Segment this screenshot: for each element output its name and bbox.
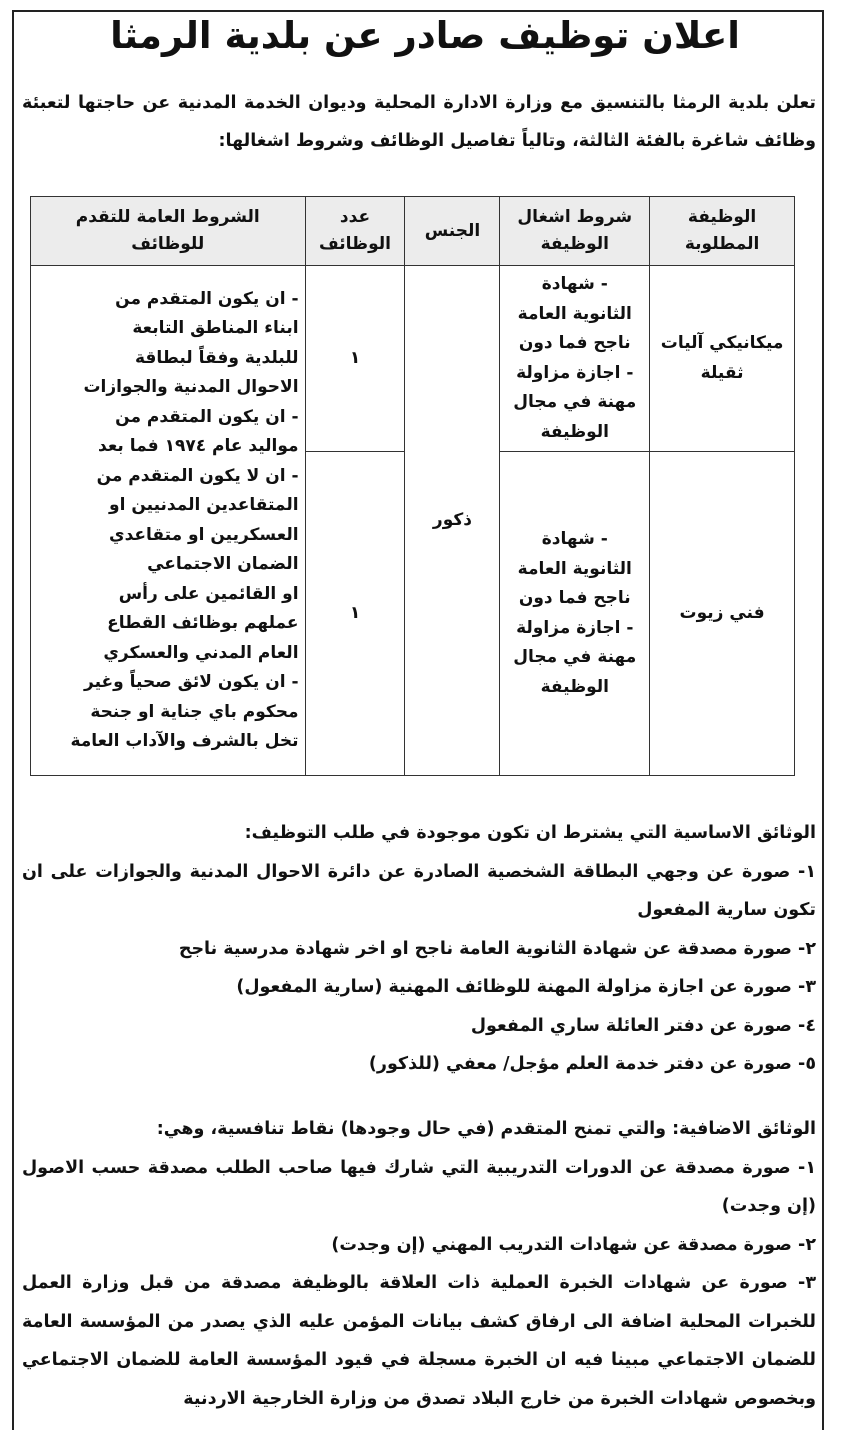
condition-line: الثانوية العامة (517, 303, 632, 324)
extra-documents-section (22, 1110, 816, 1418)
condition-line: الثانوية العامة (517, 558, 632, 579)
list-item: ٣- صورة عن اجازة مزاولة المهنة للوظائف المهنية (سارية المفعول) (236, 977, 816, 997)
general-condition-line: - ان يكون المتقدم من (115, 406, 299, 427)
list-item: ٣- صورة عن شهادات الخبرة العملية ذات العلاقة بالوظيفة مصدقة من قبل وزارة العمل للخبرات المحلية اضافة الى ارفاق كشف بيانات المؤمن عليه الذي يصدر من المؤسسة العامة للضمان الاجتماعي مبينا فيه ان الخبرة مسجلة في قيود المؤسسة العامة للضمان الاجتماعي وبخصوص شهادات الخبرة من خارج البلاد تصدق من وزارة الخارجية الاردنية (22, 1273, 816, 1409)
general-condition-line: تخل بالشرف والآداب العامة (70, 731, 299, 751)
condition-line: - اجازة مزاولة (516, 617, 634, 638)
general-condition-line: العسكريين او متقاعدي (109, 524, 299, 545)
general-condition-line: - ان لا يكون المتقدم من (96, 465, 299, 486)
header-job: الوظيفة المطلوبة (650, 197, 795, 266)
header-count: عدد الوظائف (305, 197, 405, 266)
list-item: ٤- صورة عن دفتر العائلة ساري المفعول (470, 1015, 816, 1036)
job-conditions (500, 266, 650, 452)
condition-line: ناجح فما دون (518, 333, 631, 353)
list-item: ١- صورة عن وجهي البطاقة الشخصية الصادرة عن دائرة الاحوال المدنية والجوازات على ان تكون سارية المفعول (22, 861, 816, 920)
basic-documents-heading: الوثائق الاساسية التي يشترط ان تكون موجودة في طلب التوظيف: (244, 823, 816, 843)
general-condition-line: - ان يكون المتقدم من (115, 288, 299, 309)
general-condition-line: الاحوال المدنية والجوازات (83, 377, 299, 397)
table-row (31, 266, 795, 452)
general-condition-line: عملهم بوظائف القطاع (107, 613, 299, 633)
header-general-conditions: الشروط العامة للتقدم للوظائف (31, 197, 306, 266)
general-condition-line: مواليد عام ١٩٧٤ فما بعد (98, 436, 299, 456)
list-item: ٢- صورة مصدقة عن شهادات التدريب المهني (إن وجدت) (331, 1234, 816, 1255)
condition-line: مهنة في مجال (513, 647, 637, 667)
general-condition-line: ابناء المناطق التابعة (132, 318, 299, 338)
jobs-table (30, 196, 795, 776)
general-condition-line: الضمان الاجتماعي (147, 554, 299, 574)
list-item: ٢- صورة مصدقة عن شهادة الثانوية العامة ناجح او اخر شهادة مدرسية ناجح (178, 938, 816, 959)
job-conditions (500, 452, 650, 776)
condition-line: ناجح فما دون (518, 588, 631, 608)
job-title: ميكانيكي آليات ثقيلة (650, 266, 795, 452)
job-count: ١ (305, 266, 405, 452)
general-condition-line: محكوم باي جناية او جنحة (90, 701, 299, 722)
general-condition-line: او القائمين على رأس (118, 583, 299, 604)
general-condition-line: للبلدية وفقاً لبطاقة (134, 347, 299, 368)
general-conditions (31, 266, 306, 776)
condition-line: - شهادة (541, 529, 608, 549)
header-gender: الجنس (405, 197, 500, 266)
list-item: ١- صورة مصدقة عن الدورات التدريبية التي شارك فيها صاحب الطلب مصدقة حسب الاصول (إن وجدت) (22, 1157, 816, 1216)
condition-line: - اجازة مزاولة (516, 362, 634, 383)
list-item: ٥- صورة عن دفتر خدمة العلم مؤجل/ معفي (للذكور) (368, 1054, 816, 1074)
condition-line: مهنة في مجال (513, 392, 637, 412)
job-count: ١ (305, 452, 405, 776)
header-conditions: شروط اشغال الوظيفة (500, 197, 650, 266)
condition-line: - شهادة (541, 274, 608, 294)
gender-cell: ذكور (405, 266, 500, 776)
general-condition-line: المتقاعدين المدنيين او (109, 495, 299, 515)
announcement-title: اعلان توظيف صادر عن بلدية الرمثا (110, 14, 740, 57)
table-header-row (31, 197, 795, 266)
extra-documents-heading: الوثائق الاضافية: والتي تمنح المتقدم (في حال وجودها) نقاط تنافسية، وهي: (156, 1119, 816, 1139)
condition-line: الوظيفة (540, 421, 609, 442)
condition-line: الوظيفة (540, 676, 609, 697)
job-title: فني زيوت (650, 452, 795, 776)
general-condition-line: العام المدني والعسكري (103, 642, 299, 663)
intro-paragraph: تعلن بلدية الرمثا بالتنسيق مع وزارة الادارة المحلية وديوان الخدمة المدنية عن حاجتها لتعبئة وظائف شاغرة بالفئة الثالثة، وتالياً تفاصيل الوظائف وشروط اشغالها: (22, 93, 816, 151)
general-condition-line: - ان يكون لائق صحياً وغير (84, 672, 299, 692)
basic-documents-section (22, 814, 816, 1084)
